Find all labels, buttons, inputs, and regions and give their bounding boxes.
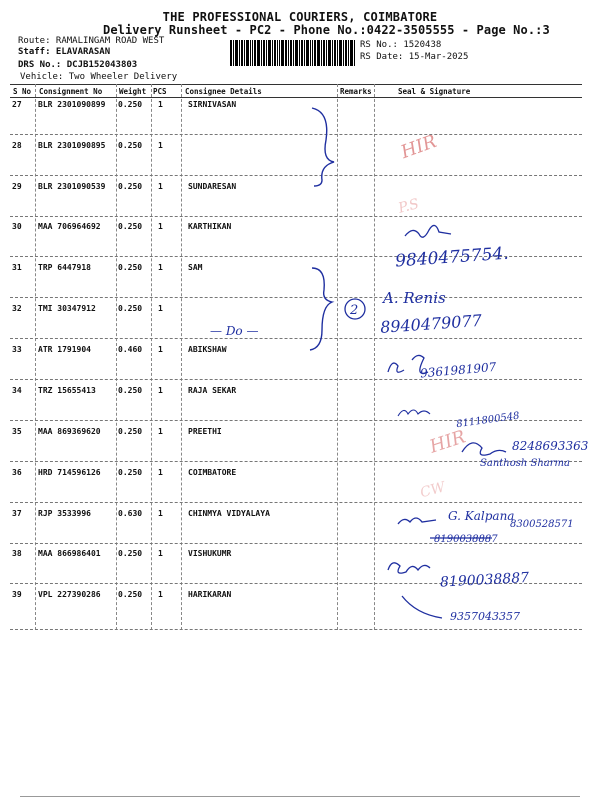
row-consignment: RJP 3533996 bbox=[38, 509, 91, 518]
stamp-mark-faded: HIR bbox=[427, 426, 469, 458]
row-weight: 0.250 bbox=[118, 222, 143, 231]
row-pcs: 1 bbox=[158, 263, 163, 272]
col-header-consignment: Consignment No bbox=[39, 87, 103, 96]
row-pcs: 1 bbox=[158, 549, 163, 558]
handwritten-phone: 8190038887 bbox=[439, 569, 530, 591]
row-sno: 38 bbox=[12, 549, 22, 558]
row-consignee: COIMBATORE bbox=[188, 468, 237, 477]
ditto-mark: — Do — bbox=[210, 324, 259, 338]
row-sno: 33 bbox=[12, 345, 22, 354]
route-label: Route: RAMALINGAM ROAD WEST bbox=[18, 36, 165, 46]
row-sno: 36 bbox=[12, 468, 22, 477]
row-consignee: VISHUKUMR bbox=[188, 549, 232, 558]
row-pcs: 1 bbox=[158, 100, 163, 109]
row-sno: 28 bbox=[12, 141, 22, 150]
row-sno: 32 bbox=[12, 304, 22, 313]
runsheet-title: Delivery Runsheet - PC2 - Phone No.:0422-3505555 - Page No.:3 bbox=[103, 23, 550, 37]
row-consignee: HARIKARAN bbox=[188, 590, 232, 599]
row-weight: 0.250 bbox=[118, 427, 143, 436]
signature-scribble bbox=[462, 443, 506, 455]
handwritten-phone: 9357043357 bbox=[450, 610, 520, 623]
row-sno: 29 bbox=[12, 182, 22, 191]
row-pcs: 1 bbox=[158, 141, 163, 150]
col-header-weight: Weight bbox=[119, 87, 147, 96]
row-weight: 0.250 bbox=[118, 468, 143, 477]
signature-scribble bbox=[405, 225, 451, 237]
handwritten-name: A. Renis bbox=[383, 289, 446, 307]
handwritten-phone: 8940479077 bbox=[379, 310, 483, 337]
row-weight: 0.250 bbox=[118, 304, 143, 313]
signature-scribble bbox=[388, 563, 430, 573]
brace-mark bbox=[312, 108, 334, 186]
row-consignee: CHINMYA VIDYALAYA bbox=[188, 509, 270, 518]
row-consignee: SIRNIVASAN bbox=[188, 100, 237, 109]
row-consignment: BLR 2301090899 bbox=[38, 100, 106, 109]
company-title: THE PROFESSIONAL COURIERS, COIMBATORE bbox=[162, 10, 438, 24]
rs-number: RS No.: 1520438 bbox=[360, 40, 442, 50]
row-weight: 0.250 bbox=[118, 141, 143, 150]
row-weight: 0.250 bbox=[118, 182, 143, 191]
handwritten-phone: 9840475754. bbox=[394, 243, 510, 272]
handwritten-phone: 8300528571 bbox=[510, 519, 574, 530]
circled-number-text: 2 bbox=[350, 303, 359, 318]
signature-scribble bbox=[398, 518, 436, 524]
row-consignment: MAA 869369620 bbox=[38, 427, 101, 436]
handwritten-name: G. Kalpana bbox=[448, 509, 515, 523]
row-pcs: 1 bbox=[158, 345, 163, 354]
row-weight: 0.630 bbox=[118, 509, 143, 518]
col-header-remarks: Remarks bbox=[340, 87, 372, 96]
row-sno: 35 bbox=[12, 427, 22, 436]
vehicle-label: Vehicle: Two Wheeler Delivery bbox=[20, 72, 178, 82]
row-weight: 0.250 bbox=[118, 100, 143, 109]
handwritten-phone: 8111800548 bbox=[455, 410, 521, 431]
col-header-consignee: Consignee Details bbox=[185, 87, 262, 96]
row-consignee: ABIKSHAW bbox=[188, 345, 227, 354]
stamp-mark-faded: CW bbox=[418, 479, 447, 502]
row-sno: 37 bbox=[12, 509, 22, 518]
page-bottom-rule bbox=[20, 796, 580, 797]
row-sno: 27 bbox=[12, 100, 22, 109]
row-consignee: SAM bbox=[188, 263, 203, 272]
row-weight: 0.250 bbox=[118, 549, 143, 558]
row-consignment: MAA 866986401 bbox=[38, 549, 101, 558]
row-consignee: PREETHI bbox=[188, 427, 222, 436]
row-pcs: 1 bbox=[158, 222, 163, 231]
row-consignment: VPL 227390286 bbox=[38, 590, 101, 599]
row-pcs: 1 bbox=[158, 182, 163, 191]
row-sno: 30 bbox=[12, 222, 22, 231]
row-consignment: BLR 2301090895 bbox=[38, 141, 106, 150]
handwritten-phone: 9361981907 bbox=[419, 359, 497, 381]
row-pcs: 1 bbox=[158, 590, 163, 599]
row-consignment: ATR 1791904 bbox=[38, 345, 91, 354]
row-weight: 0.250 bbox=[118, 386, 143, 395]
handwritten-name: Santhosh Sharma bbox=[480, 458, 570, 469]
brace-mark bbox=[310, 268, 332, 350]
row-weight: 0.250 bbox=[118, 263, 143, 272]
row-consignee: KARTHIKAN bbox=[188, 222, 232, 231]
row-weight: 0.250 bbox=[118, 590, 143, 599]
col-header-sno: S No bbox=[13, 87, 32, 96]
row-pcs: 1 bbox=[158, 427, 163, 436]
stamp-mark: HIR bbox=[398, 130, 440, 164]
row-consignment: TRP 6447918 bbox=[38, 263, 91, 272]
row-sno: 34 bbox=[12, 386, 22, 395]
struck-phone: 8190038887 bbox=[434, 534, 498, 545]
rs-date: RS Date: 15-Mar-2025 bbox=[360, 52, 469, 62]
row-pcs: 1 bbox=[158, 304, 163, 313]
col-header-pcs: PCS bbox=[153, 87, 167, 96]
row-consignment: TMI 30347912 bbox=[38, 304, 96, 313]
row-consignment: BLR 2301090539 bbox=[38, 182, 106, 191]
row-consignment: TRZ 15655413 bbox=[38, 386, 96, 395]
row-consignee: SUNDARESAN bbox=[188, 182, 237, 191]
row-sno: 39 bbox=[12, 590, 22, 599]
col-header-seal-signature: Seal & Signature bbox=[398, 87, 471, 96]
drs-number: DRS No.: DCJB152043803 bbox=[18, 60, 138, 70]
row-consignment: HRD 714596126 bbox=[38, 468, 101, 477]
row-weight: 0.460 bbox=[118, 345, 143, 354]
row-pcs: 1 bbox=[158, 468, 163, 477]
row-pcs: 1 bbox=[158, 509, 163, 518]
staff-label: Staff: ELAVARASAN bbox=[18, 47, 111, 57]
handwritten-phone: 8248693363 bbox=[512, 439, 589, 453]
signature-scribble bbox=[398, 410, 430, 416]
row-consignee: RAJA SEKAR bbox=[188, 386, 237, 395]
row-sno: 31 bbox=[12, 263, 22, 272]
row-consignment: MAA 706964692 bbox=[38, 222, 101, 231]
row-pcs: 1 bbox=[158, 386, 163, 395]
arrow-mark bbox=[402, 596, 442, 618]
stamp-mark-faded: P.S bbox=[396, 196, 421, 217]
